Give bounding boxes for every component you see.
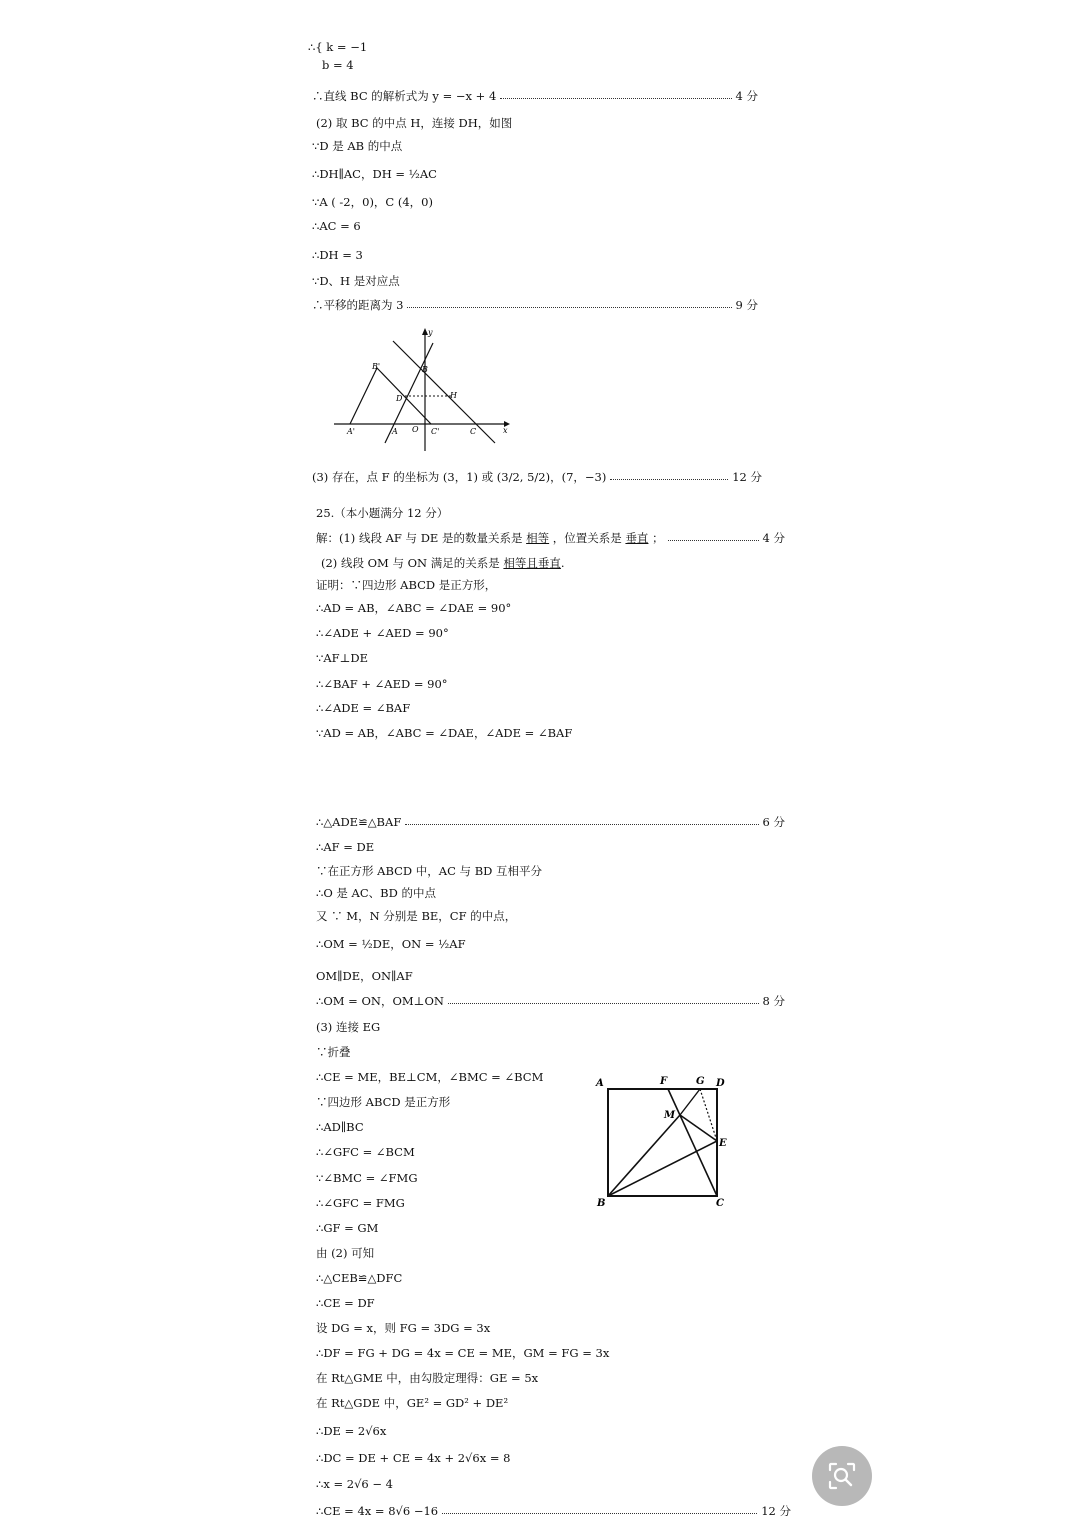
line-text: ∴CE = 4x = 8√6 −16 xyxy=(316,1504,439,1518)
text-line: ∴AD = AB，∠ABC = ∠DAE = 90° xyxy=(316,601,512,615)
dotted-line-ce-result xyxy=(316,1504,791,1518)
leader-dots xyxy=(407,307,731,308)
line-bc xyxy=(393,341,495,443)
text-line: ∴∠BAF + ∠AED = 90° xyxy=(316,677,448,691)
label-g: G xyxy=(696,1076,705,1087)
answer-om-on: 相等且垂直 xyxy=(503,556,561,570)
text-line: ∴GF = GM xyxy=(316,1221,379,1235)
text-line: 在 Rt△GDE 中，GE² = GD² + DE² xyxy=(316,1396,509,1410)
score-label: 6 分 xyxy=(762,815,785,829)
text-line: ∴∠ADE + ∠AED = 90° xyxy=(316,626,449,640)
search-icon xyxy=(827,1461,857,1491)
text-part: (2) 线段 OM 与 ON 满足的关系是 xyxy=(321,556,500,570)
text-line: 设 DG = x，则 FG = 3DG = 3x xyxy=(316,1321,491,1335)
label-b: B xyxy=(422,365,428,374)
text-line: OM∥DE，ON∥AF xyxy=(316,969,413,983)
text-line: ∴DF = FG + DG = 4x = CE = ME，GM = FG = 3x xyxy=(316,1346,610,1360)
problem-heading: 25.（本小题满分 12 分） xyxy=(316,506,449,520)
text-line: ∴AC = 6 xyxy=(312,219,361,233)
label-a-prime: A' xyxy=(347,427,355,436)
text-line: 在 Rt△GME 中，由勾股定理得：GE = 5x xyxy=(316,1371,539,1385)
label-f: F xyxy=(660,1076,668,1087)
dotted-line-congruent xyxy=(316,815,785,829)
score-label: 4 分 xyxy=(735,89,758,103)
text-line: ∴O 是 AC、BD 的中点 xyxy=(316,886,436,900)
label-m: M xyxy=(664,1110,676,1121)
label-y: y xyxy=(428,328,433,337)
leader-dots xyxy=(668,540,759,541)
label-a: A xyxy=(392,427,398,436)
text-line: ∵A ( -2，0)，C (4，0) xyxy=(312,195,433,209)
score-label: 4 分 xyxy=(762,531,785,545)
line-text xyxy=(316,530,664,546)
label-a: A xyxy=(596,1078,604,1089)
leader-dots xyxy=(405,824,758,825)
text-line: ∴△CEB≌△DFC xyxy=(316,1271,403,1285)
dotted-line-bc-formula xyxy=(312,89,758,103)
text-line: ∴DC = DE + CE = 4x + 2√6x = 8 xyxy=(316,1451,511,1465)
leader-dots xyxy=(442,1513,757,1514)
text-line: ∴AD∥BC xyxy=(316,1120,364,1134)
square-figure xyxy=(592,1072,732,1212)
text-line: 由 (2) 可知 xyxy=(316,1246,375,1260)
dotted-line-point-f xyxy=(312,470,762,484)
segment-be xyxy=(608,1141,717,1196)
coordinate-graph xyxy=(330,325,515,455)
answer-perpendicular: 垂直 xyxy=(625,531,649,545)
square-abcd xyxy=(608,1089,717,1196)
text-line: ∵折叠 xyxy=(316,1045,351,1059)
score-label: 12 分 xyxy=(761,1504,791,1518)
text-line: ∴OM = ½DE，ON = ½AF xyxy=(316,937,466,951)
text-part: . xyxy=(560,556,565,570)
label-b: B xyxy=(597,1198,606,1209)
text-line: ∵AD = AB，∠ABC = ∠DAE，∠ADE = ∠BAF xyxy=(316,726,573,740)
line-text: (3) 存在，点 F 的坐标为 (3，1) 或 (3/2, 5/2)，(7，−3) xyxy=(312,470,607,484)
text-line: 证明：∵四边形 ABCD 是正方形， xyxy=(316,578,497,592)
text-line: ∴CE = ME，BE⊥CM，∠BMC = ∠BCM xyxy=(316,1070,544,1084)
text-line: (2) 取 BC 的中点 H，连接 DH，如图 xyxy=(316,116,513,130)
score-label: 9 分 xyxy=(735,298,758,312)
text-line: ∴∠GFC = ∠BCM xyxy=(316,1145,415,1159)
score-label: 12 分 xyxy=(732,470,762,484)
text-line xyxy=(321,556,565,570)
text-line: ∴DH = 3 xyxy=(312,248,363,262)
label-d: D xyxy=(396,394,403,403)
leader-dots xyxy=(500,98,731,99)
text-line: ∴DH∥AC，DH = ½AC xyxy=(312,167,437,181)
label-h: H xyxy=(450,391,457,400)
text-part: 解：(1) 线段 AF 与 DE 是的数量关系是 xyxy=(316,531,523,545)
label-c: C xyxy=(716,1198,724,1209)
text-line: ∴∠ADE = ∠BAF xyxy=(316,701,411,715)
line-text: ∴OM = ON，OM⊥ON xyxy=(316,994,444,1008)
text-line: 又 ∵ M，N 分别是 BE，CF 的中点， xyxy=(316,909,517,923)
equation-k: ∴{ k = −1 xyxy=(308,40,368,54)
dotted-line-distance xyxy=(312,298,758,312)
label-e: E xyxy=(719,1138,727,1149)
text-line: ∴∠GFC = FMG xyxy=(316,1196,405,1210)
label-x: x xyxy=(503,426,508,435)
answer-equal: 相等 xyxy=(526,531,550,545)
text-line: ∵AF⊥DE xyxy=(316,651,369,665)
brace-line-k xyxy=(308,40,367,54)
text-line: ∵∠BMC = ∠FMG xyxy=(316,1171,418,1185)
segment-bm xyxy=(608,1115,680,1196)
text-line: ∴CE = DF xyxy=(316,1296,375,1310)
text-line: (3) 连接 EG xyxy=(316,1020,381,1034)
label-b-prime: B' xyxy=(372,362,381,371)
segment-ge xyxy=(700,1089,717,1141)
text-line: ∵D 是 AB 的中点 xyxy=(312,139,403,153)
line-text: ∴△ADE≌△BAF xyxy=(316,815,402,829)
score-label: 8 分 xyxy=(762,994,785,1008)
dotted-line-answer-1 xyxy=(316,531,785,545)
label-c-prime: C' xyxy=(431,427,440,436)
brace-line-b: b = 4 xyxy=(322,58,354,72)
text-line: ∵在正方形 ABCD 中，AC 与 BD 互相平分 xyxy=(316,864,543,878)
leader-dots xyxy=(610,479,728,480)
line-text: ∴平移的距离为 3 xyxy=(312,298,404,312)
text-line: ∴DE = 2√6x xyxy=(316,1424,387,1438)
text-part: ； xyxy=(652,531,664,545)
text-line: ∵D、H 是对应点 xyxy=(312,274,400,288)
text-line: ∴AF = DE xyxy=(316,840,375,854)
segment-mg xyxy=(680,1089,700,1115)
text-line: ∵四边形 ABCD 是正方形 xyxy=(316,1095,451,1109)
label-d: D xyxy=(716,1078,725,1089)
text-line: ∴x = 2√6 − 4 xyxy=(316,1477,393,1491)
dotted-line-om-on xyxy=(316,994,785,1008)
segment-fc xyxy=(668,1089,717,1196)
text-part: ，位置关系是 xyxy=(552,531,622,545)
label-c: C xyxy=(470,427,477,436)
line-text: ∴直线 BC 的解析式为 y = −x + 4 xyxy=(312,89,497,103)
label-o: O xyxy=(412,425,419,434)
search-button[interactable] xyxy=(812,1446,872,1506)
leader-dots xyxy=(448,1003,759,1004)
